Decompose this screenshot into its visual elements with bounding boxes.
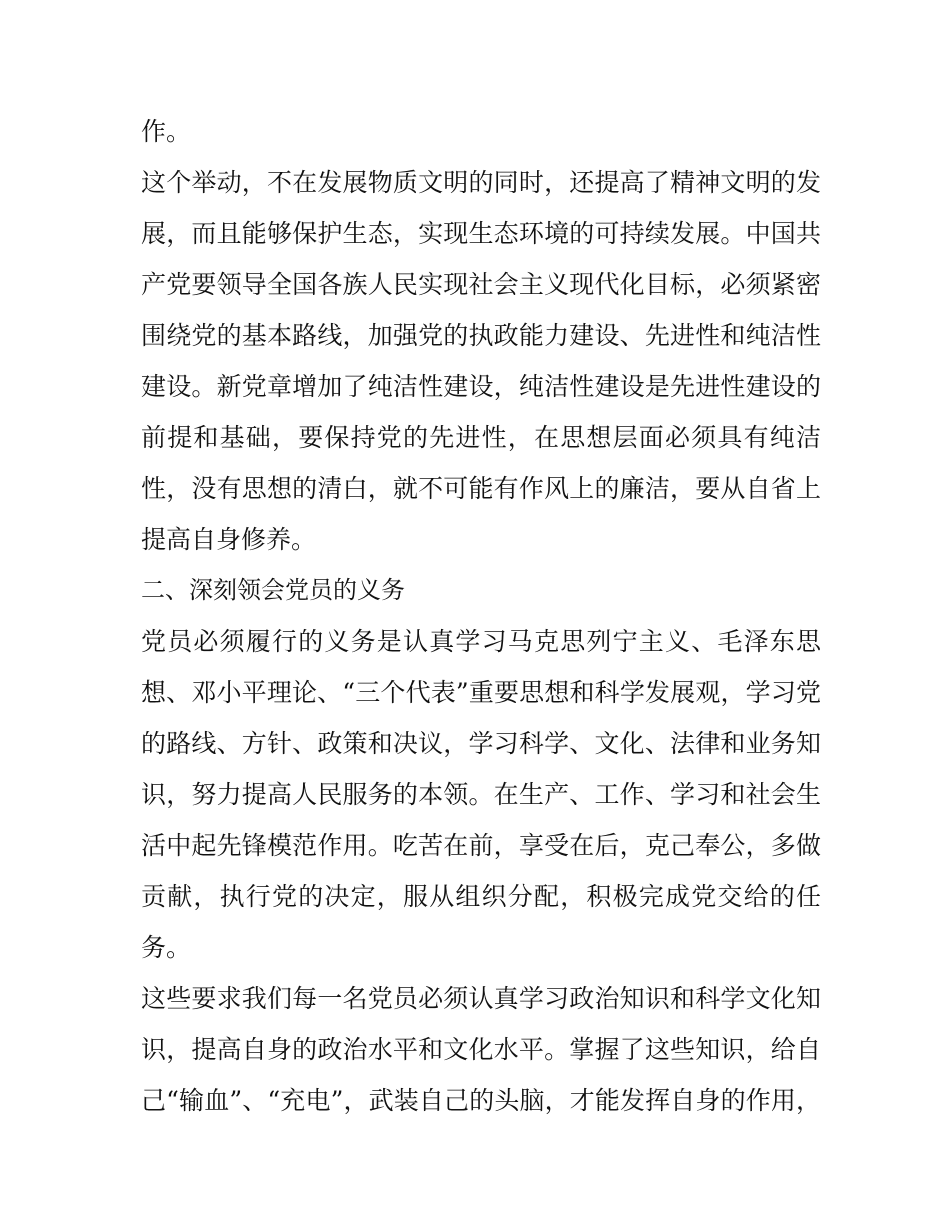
text-line: 提高自身修养。 [141, 525, 317, 554]
text-line: 贡献，执行党的决定，服从组织分配，积极完成党交给的任 [141, 882, 821, 911]
section-heading: 二、深刻领会党员的义务 [141, 576, 405, 604]
text-line: 务。 [141, 933, 192, 962]
text-line: 党员必须履行的义务是认真学习马克思列宁主义、毛泽东思 [141, 627, 821, 656]
text-line: 前提和基础，要保持党的先进性，在思想层面必须具有纯洁 [141, 423, 821, 452]
text-line: 作。 [141, 117, 192, 146]
text-line: 识，提高自身的政治水平和文化水平。掌握了这些知识，给自 [141, 1035, 821, 1064]
text-line: 这个举动，不在发展物质文明的同时，还提高了精神文明的发 [141, 168, 821, 197]
text-line: 展，而且能够保护生态，实现生态环境的可持续发展。中国共 [141, 219, 821, 248]
text-line: 活中起先锋模范作用。吃苦在前，享受在后，克己奉公，多做 [141, 831, 821, 860]
text-line: 识，努力提高人民服务的本领。在生产、工作、学习和社会生 [141, 780, 821, 809]
text-line: 产党要领导全国各族人民实现社会主义现代化目标，必须紧密 [141, 270, 821, 299]
text-line: 性，没有思想的清白，就不可能有作风上的廉洁，要从自省上 [141, 474, 821, 503]
text-line: 这些要求我们每一名党员必须认真学习政治知识和科学文化知 [141, 984, 821, 1013]
text-line: 建设。新党章增加了纯洁性建设，纯洁性建设是先进性建设的 [141, 372, 821, 401]
text-line: 的路线、方针、政策和决议，学习科学、文化、法律和业务知 [141, 729, 821, 758]
document-body [141, 106, 821, 1126]
text-line: 围绕党的基本路线，加强党的执政能力建设、先进性和纯洁性 [141, 321, 821, 350]
text-line: 想、邓小平理论、“三个代表”重要思想和科学发展观，学习党 [141, 678, 821, 707]
text-line: 己“输血”、“充电”，武装自己的头脑，才能发挥自身的作用， [141, 1086, 821, 1115]
